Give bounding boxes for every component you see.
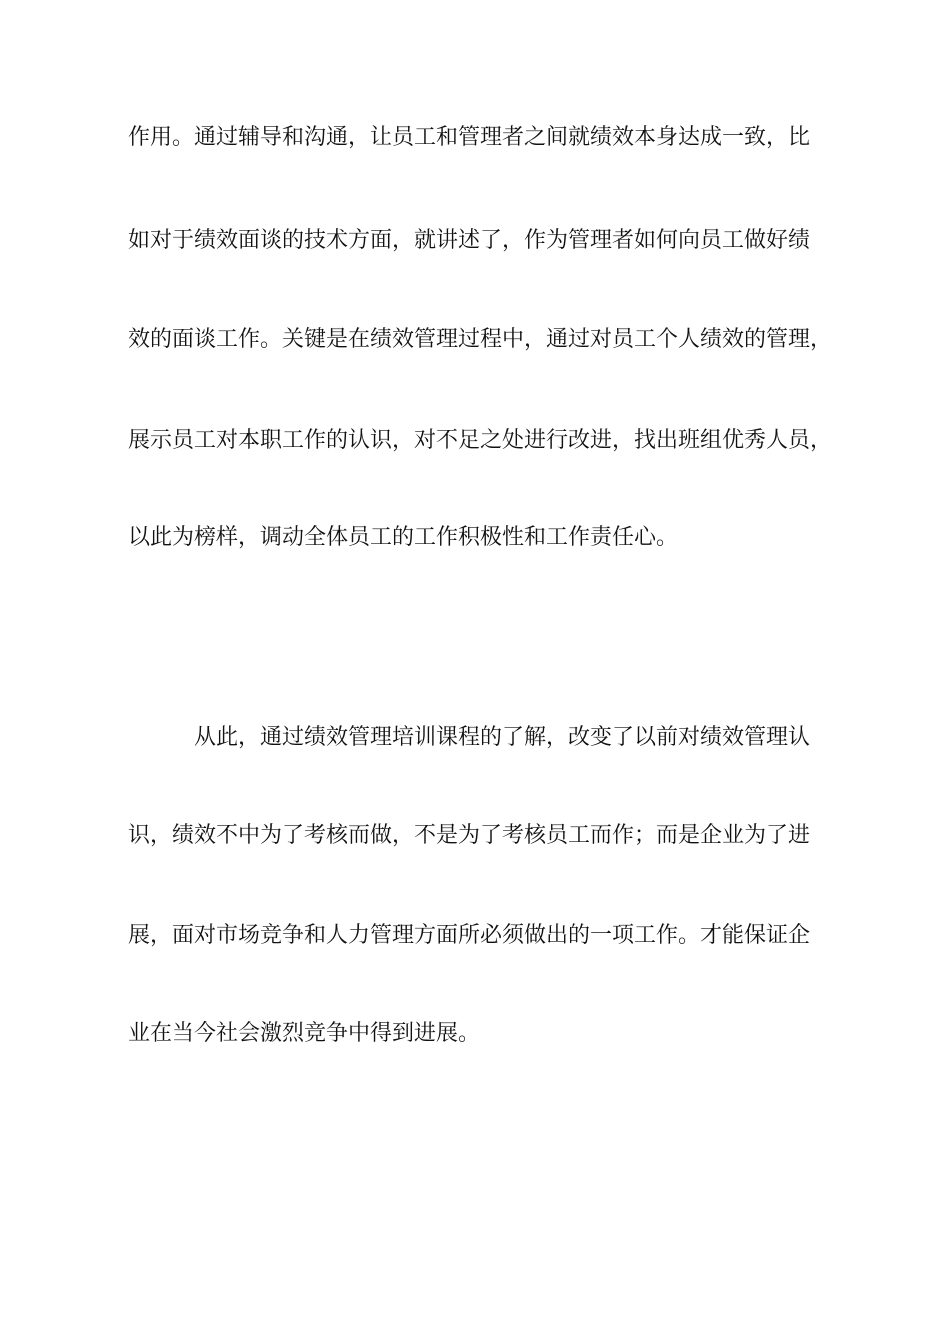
paragraph-line: 以此为榜样，调动全体员工的工作积极性和工作责任心。 [128,525,679,550]
paragraph-line: 展示员工对本职工作的认识，对不足之处进行改进，找出班组优秀人员， [128,428,833,453]
paragraph-line: 作用。通过辅导和沟通，让员工和管理者之间就绩效本身达成一致，比 [128,125,811,150]
paragraph-line: 如对于绩效面谈的技术方面，就讲述了，作为管理者如何向员工做好绩 [128,228,811,253]
paragraph-line: 从此，通过绩效管理培训课程的了解，改变了以前对绩效管理认 [194,725,811,750]
paragraph-line: 展，面对市场竞争和人力管理方面所必须做出的一项工作。才能保证企 [128,923,811,948]
paragraph-line: 效的面谈工作。关键是在绩效管理过程中，通过对员工个人绩效的管理， [128,327,833,352]
paragraph-line: 业在当今社会激烈竞争中得到进展。 [128,1021,481,1046]
paragraph-line: 识，绩效不中为了考核而做，不是为了考核员工而作；而是企业为了进 [128,823,811,848]
